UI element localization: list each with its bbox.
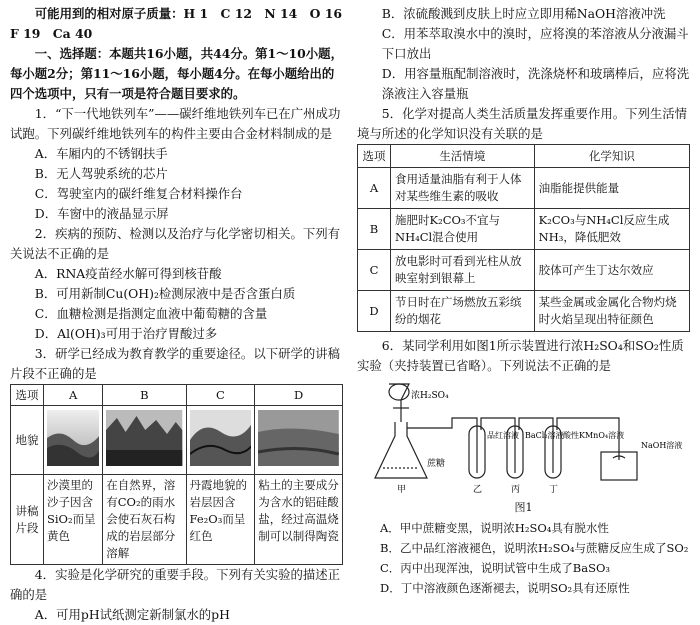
- q5-row-a-label: A: [358, 168, 391, 209]
- q4-option-c: C．用苯萃取溴水中的溴时，应将溴的苯溶液从分液漏斗下口放出: [381, 26, 689, 61]
- q1-option-b: B．无人驾驶系统的芯片: [34, 166, 168, 181]
- q2-option-d: D．Al(OH)₃可用于治疗胃酸过多: [34, 326, 218, 341]
- tube-3: [519, 418, 553, 473]
- q3-row-script: 讲稿片段: [11, 475, 44, 565]
- q3-col-d: D: [255, 385, 343, 406]
- q5-row-d-label: D: [358, 291, 391, 332]
- q1-option-c: C．驾驶室内的碳纤维复合材料操作台: [34, 186, 243, 201]
- danxia-photo: [186, 406, 255, 475]
- q3-table: [10, 384, 343, 565]
- atomic-mass-line: 可能用到的相对原子质量：H 1 C 12 N 14 O 16 F 19 Ca 40: [10, 6, 355, 41]
- q5-table: [357, 144, 690, 332]
- q2-stem: 2．疾病的预防、检测以及治疗与化学密切相关。下列有关说法不正确的是: [10, 226, 341, 261]
- q5-row-c-label: C: [358, 250, 391, 291]
- experiment-apparatus-diagram: [357, 378, 690, 498]
- q6-stem: 6．某同学利用如图1所示装置进行浓H₂SO₄和SO₂性质实验（夹持装置已省略）。下列说法不正确的是: [357, 338, 684, 373]
- desert-photo: [44, 406, 103, 475]
- q3-row-landform: 地貌: [11, 406, 44, 475]
- q4-option-a: A．可用pH试纸测定新制氯水的pH: [34, 607, 230, 622]
- q4-option-b: B．浓硫酸溅到皮肤上时应立即用稀NaOH溶液冲洗: [381, 6, 666, 21]
- q6-option-a: A．甲中蔗糖变黑，说明浓H₂SO₄具有脱水性: [380, 521, 609, 535]
- q5-row-a-scene: 食用适量油脂有利于人体对某些维生素的吸收: [391, 168, 535, 209]
- q5-row-c-knowledge: 胶体可产生丁达尔效应: [534, 250, 689, 291]
- q3-col-b: B: [103, 385, 186, 406]
- q3-text-c: 丹霞地貌的岩层因含Fe₂O₃而呈红色: [186, 475, 255, 565]
- q1-stem: 1．“下一代地铁列车”——碳纤维地铁列车已在广州成功试跑。下列碳纤维地铁列车的构件主要由合金材料制成的是: [10, 106, 341, 141]
- clay-photo: [255, 406, 343, 475]
- q6-option-c: C．丙中出现浑浊，说明试管中生成了BaSO₃: [380, 561, 611, 575]
- q5-row-a-knowledge: 油脂能提供能量: [534, 168, 689, 209]
- tube-2: [481, 418, 515, 473]
- q3-text-a: 沙漠里的沙子因含SiO₂而呈黄色: [44, 475, 103, 565]
- apparatus-svg: [357, 378, 690, 498]
- q4-option-d: D．用容量瓶配制溶液时，洗涤烧杯和玻璃棒后，应将洗涤液注入容量瓶: [381, 66, 690, 101]
- label-sugar: 蔗糖: [427, 459, 446, 469]
- q3-text-b: 在自然界，溶有CO₂的雨水会使石灰石构成的岩层部分溶解: [103, 475, 186, 565]
- q3-col-a: A: [44, 385, 103, 406]
- flask-jia: [375, 422, 427, 478]
- q2-option-b: B．可用新制Cu(OH)₂检测尿液中是否含蛋白质: [34, 286, 296, 301]
- q3-text-d: 粘土的主要成分为含水的铝硅酸盐，经过高温烧制可以制得陶瓷: [255, 475, 343, 565]
- vessel-yi: 乙: [473, 485, 483, 495]
- vessel-bing: 丙: [511, 485, 521, 495]
- q2-option-a: A．RNA疫苗经水解可得到核苷酸: [34, 266, 222, 281]
- q5-row-c-scene: 放电影时可看到光柱从放映室射到银幕上: [391, 250, 535, 291]
- label-acid: 浓H₂SO₄: [411, 391, 449, 401]
- vessel-ding: 丁: [549, 485, 559, 495]
- q3-stem: 3．研学已经成为教育教学的重要途径。以下研学的讲稿片段不正确的是: [10, 346, 341, 381]
- q5-header-knowledge: 化学知识: [534, 145, 689, 168]
- label-naoh: NaOH溶液: [641, 441, 683, 450]
- label-bacl2: BaCl₂溶液: [525, 431, 564, 440]
- q1-option-d: D．车窗中的液晶显示屏: [34, 206, 169, 221]
- section-title: 一、选择题：本题共16小题，共44分。第1～10小题，每小题2分；第11～16小题，每小题4分。在每小题给出的四个选项中，只有一项是符合题目要求的。: [10, 46, 343, 101]
- q5-row-b-label: B: [358, 209, 391, 250]
- q5-row-b-knowledge: K₂CO₃与NH₄Cl反应生成NH₃，降低肥效: [534, 209, 689, 250]
- q6-option-b: B．乙中品红溶液褪色，说明浓H₂SO₄与蔗糖反应生成了SO₂: [380, 541, 689, 555]
- q5-stem: 5．化学对提高人类生活质量发挥重要作用。下列生活情境与所述的化学知识没有关联的是: [357, 106, 688, 141]
- q3-col-c: C: [186, 385, 255, 406]
- funnel-bulb: [389, 384, 409, 400]
- q2-option-c: C．血糖检测是指测定血液中葡萄糖的含量: [34, 306, 268, 321]
- dropping-funnel: [389, 384, 409, 422]
- q3-header-label: 选项: [11, 385, 44, 406]
- label-pinhong: 品红溶液: [487, 431, 519, 440]
- right-column: [357, 4, 690, 598]
- q5-header-option: 选项: [358, 145, 391, 168]
- q5-row-b-scene: 施肥时K₂CO₃不宜与NH₄Cl混合使用: [391, 209, 535, 250]
- q6-option-d: D．丁中溶液颜色逐渐褪去，说明SO₂具有还原性: [380, 581, 630, 595]
- vessel-jia: 甲: [397, 485, 407, 495]
- label-kmno4: 酸性KMnO₄溶液: [563, 431, 625, 440]
- q5-row-d-scene: 节日时在广场燃放五彩缤纷的烟花: [391, 291, 535, 332]
- karst-photo: [103, 406, 186, 475]
- q5-header-scene: 生活情境: [391, 145, 535, 168]
- q4-stem: 4．实验是化学研究的重要手段。下列有关实验的描述正确的是: [10, 567, 341, 602]
- left-column: [10, 4, 355, 625]
- figure-caption: 图1: [514, 501, 533, 514]
- q1-option-a: A．车厢内的不锈钢扶手: [34, 146, 168, 161]
- q5-row-d-knowledge: 某些金属或金属化合物灼烧时火焰呈现出特征颜色: [534, 291, 689, 332]
